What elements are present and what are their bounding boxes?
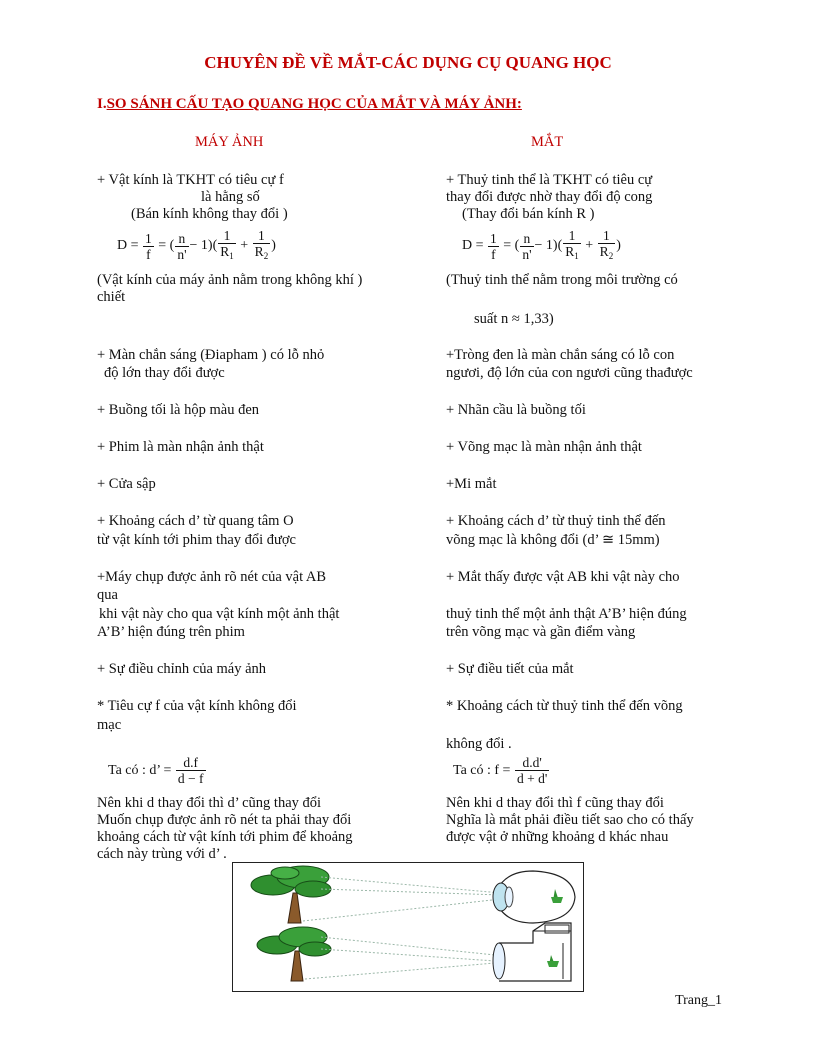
fraction bbox=[143, 231, 154, 262]
right-line: Nên khi d thay đổi thì f cũng thay đổi bbox=[446, 795, 664, 811]
right-line: +Mi mắt bbox=[446, 476, 497, 492]
fraction bbox=[488, 231, 499, 262]
formula-text: = ( bbox=[503, 238, 520, 254]
formula-text: ) bbox=[616, 238, 621, 254]
fraction bbox=[520, 231, 533, 262]
numerator: d.f bbox=[176, 755, 206, 771]
left-line: A’B’ hiện đúng trên phim bbox=[97, 624, 245, 640]
fraction bbox=[176, 755, 206, 786]
right-line: võng mạc là không đổi (d’ ≅ 15mm) bbox=[446, 532, 660, 548]
right-line: suất n ≈ 1,33) bbox=[474, 311, 554, 327]
denominator: n' bbox=[177, 246, 187, 262]
tree-icon bbox=[251, 866, 331, 923]
right-line: + Khoảng cách d’ từ thuỷ tinh thể đến bbox=[446, 513, 666, 529]
numerator: d.d' bbox=[515, 755, 549, 771]
eye-camera-illustration bbox=[233, 863, 583, 991]
light-rays bbox=[303, 877, 501, 921]
left-line: chiết bbox=[97, 289, 126, 305]
numerator: 1 bbox=[490, 230, 497, 246]
fraction bbox=[218, 228, 236, 264]
light-rays bbox=[305, 937, 495, 979]
left-line: +Máy chụp được ảnh rõ nét của vật AB bbox=[97, 569, 327, 585]
left-line: từ vật kính tới phim thay đổi được bbox=[97, 532, 296, 548]
denominator bbox=[218, 244, 236, 264]
denominator: n' bbox=[522, 246, 532, 262]
right-column-title: MẮT bbox=[531, 134, 564, 150]
section-heading bbox=[97, 96, 522, 113]
left-line: qua bbox=[97, 587, 118, 603]
numerator: 1 bbox=[563, 228, 581, 244]
formula-text: + bbox=[240, 238, 249, 254]
eye-icon bbox=[493, 871, 575, 923]
page-number: Trang_1 bbox=[675, 993, 722, 1008]
left-line: + Cửa sập bbox=[97, 476, 156, 492]
left-line: + Màn chắn sáng (Điapham ) có lỗ nhỏ bbox=[97, 347, 325, 363]
right-line: (Thuỷ tinh thể nằm trong môi trường có bbox=[446, 272, 678, 288]
right-line: được vật ở những khoảng d khác nhau bbox=[446, 829, 669, 845]
formula-text: − 1)( bbox=[189, 238, 218, 254]
r-symbol: R bbox=[565, 244, 575, 259]
right-line: +Tròng đen là màn chắn sáng có lỗ con bbox=[446, 347, 675, 363]
denominator: d + d' bbox=[516, 771, 548, 787]
right-line: + Sự điều tiết của mắt bbox=[446, 661, 574, 677]
left-line: + Vật kính là TKHT có tiêu cự f bbox=[97, 172, 284, 188]
denominator: d − f bbox=[177, 771, 204, 787]
left-line: độ lớn thay đổi được bbox=[104, 365, 225, 381]
left-line: (Vật kính của máy ảnh nằm trong không khí ) bbox=[97, 272, 363, 288]
right-line: không đổi . bbox=[446, 736, 512, 752]
right-line: thay đổi được nhờ thay đổi độ cong bbox=[446, 189, 653, 205]
right-line: + Mắt thấy được vật AB khi vật này cho bbox=[446, 569, 680, 585]
subscript: 1 bbox=[574, 251, 579, 261]
right-lens-formula bbox=[462, 228, 621, 264]
right-line: thuỷ tinh thể một ảnh thật A’B’ hiện đúng bbox=[446, 606, 687, 622]
left-line: mạc bbox=[97, 717, 122, 733]
fraction bbox=[253, 228, 271, 264]
numerator: 1 bbox=[598, 228, 616, 244]
right-line: * Khoảng cách từ thuỷ tinh thể đến võng bbox=[446, 698, 683, 714]
tree-icon bbox=[257, 927, 331, 981]
r-symbol: R bbox=[220, 244, 230, 259]
denominator bbox=[253, 244, 271, 264]
formula-text: + bbox=[585, 238, 594, 254]
left-image-distance-formula bbox=[108, 754, 207, 788]
numerator: 1 bbox=[253, 228, 271, 244]
left-line: khoảng cách từ vật kính tới phim để khoảng bbox=[97, 829, 353, 845]
fraction bbox=[563, 228, 581, 264]
subscript: 2 bbox=[263, 251, 269, 261]
camera-icon bbox=[493, 923, 571, 981]
formula-text: D = bbox=[117, 238, 139, 254]
right-line: + Thuỷ tinh thể là TKHT có tiêu cự bbox=[446, 172, 653, 188]
left-line: cách này trùng với d’ . bbox=[97, 846, 227, 862]
subscript: 1 bbox=[229, 251, 234, 261]
left-line: + Sự điều chỉnh của máy ảnh bbox=[97, 661, 267, 677]
left-column-title: MÁY ẢNH bbox=[195, 134, 264, 150]
numerator: n bbox=[175, 231, 188, 247]
left-line: khi vật này cho qua vật kính một ảnh thật bbox=[99, 606, 340, 622]
r-symbol: R bbox=[599, 244, 609, 259]
denominator bbox=[563, 244, 581, 264]
numerator: 1 bbox=[218, 228, 236, 244]
left-lens-formula bbox=[117, 228, 276, 264]
formula-text: − 1)( bbox=[534, 238, 563, 254]
section-number: I. bbox=[97, 96, 107, 112]
left-line: + Phim là màn nhận ảnh thật bbox=[97, 439, 264, 455]
page-title: CHUYÊN ĐỀ VỀ MẮT-CÁC DỤNG CỤ QUANG HỌC bbox=[204, 53, 612, 72]
left-line: * Tiêu cự f của vật kính không đổi bbox=[97, 698, 297, 714]
numerator: n bbox=[520, 231, 533, 247]
left-line: Nên khi d thay đổi thì d’ cũng thay đổi bbox=[97, 795, 322, 811]
fraction bbox=[175, 231, 188, 262]
left-line: + Khoảng cách d’ từ quang tâm O bbox=[97, 513, 294, 529]
subscript: 2 bbox=[608, 251, 614, 261]
eye-camera-figure bbox=[232, 862, 584, 992]
right-focal-formula bbox=[453, 754, 550, 788]
fraction bbox=[515, 755, 549, 786]
formula-text: = ( bbox=[158, 238, 175, 254]
numerator: 1 bbox=[145, 230, 152, 246]
formula-text: ) bbox=[271, 238, 276, 254]
formula-text: D = bbox=[462, 238, 484, 254]
right-line: trên võng mạc và gần điểm vàng bbox=[446, 624, 636, 640]
denominator: f bbox=[491, 246, 496, 262]
left-line: + Buồng tối là hộp màu đen bbox=[97, 402, 260, 418]
r-symbol: R bbox=[254, 244, 264, 259]
right-line: ngươi, độ lớn của con ngươi cũng thađược bbox=[446, 365, 693, 381]
right-line: + Nhãn cầu là buồng tối bbox=[446, 402, 586, 418]
right-line: (Thay đổi bán kính R ) bbox=[462, 206, 595, 222]
left-line: (Bán kính không thay đổi ) bbox=[131, 206, 288, 222]
formula-text: Ta có : f = bbox=[453, 763, 511, 778]
formula-text: Ta có : d’ = bbox=[108, 763, 172, 778]
right-line: + Võng mạc là màn nhận ảnh thật bbox=[446, 439, 642, 455]
denominator bbox=[598, 244, 616, 264]
denominator: f bbox=[146, 246, 151, 262]
left-line: là hằng số bbox=[201, 189, 260, 205]
right-line: Nghĩa là mắt phải điều tiết sao cho có thấy bbox=[446, 812, 694, 828]
fraction bbox=[598, 228, 616, 264]
left-line: Muốn chụp được ảnh rõ nét ta phải thay đổi bbox=[97, 812, 352, 828]
section-title: SO SÁNH CẤU TẠO QUANG HỌC CỦA MẮT VÀ MÁY ẢNH: bbox=[106, 96, 522, 112]
